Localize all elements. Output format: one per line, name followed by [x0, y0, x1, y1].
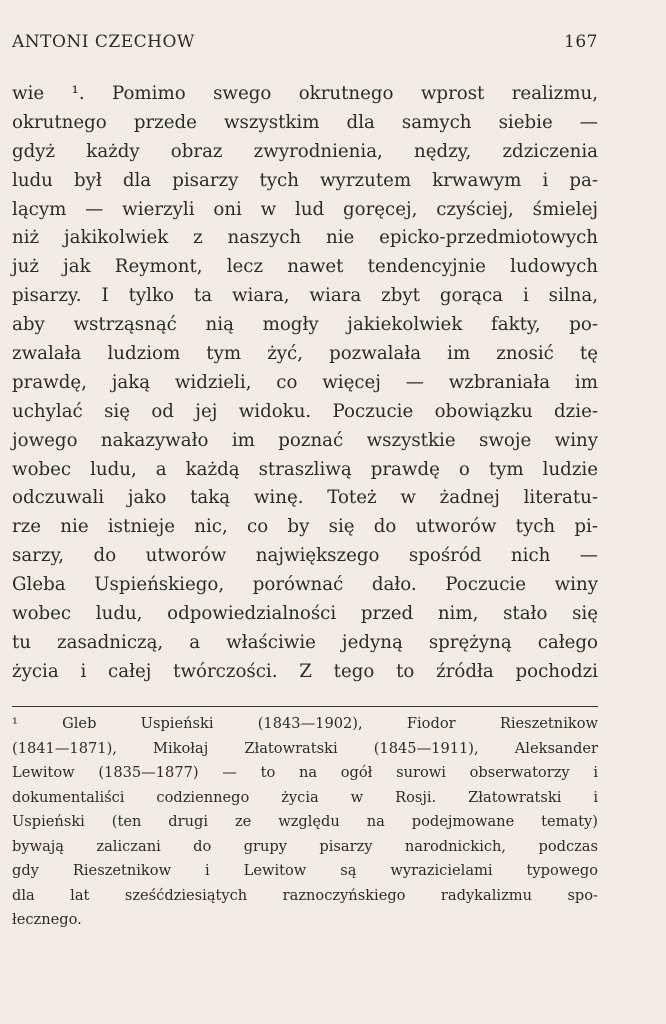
text-line: wobec ludu, odpowiedzialności przed nim, stało się [12, 603, 598, 625]
text-line: lącym — wierzyli oni w lud goręcej, czyściej, śmielej [12, 198, 598, 220]
running-head-author: ANTONI CZECHOW [12, 32, 195, 52]
text-line: gdyż każdy obraz zwyrodnienia, nędzy, zdziczenia [12, 140, 598, 162]
text-line: wie ¹. Pomimo swego okrutnego wprost realizmu, [12, 83, 598, 104]
text-line: tu zasadniczą, a właściwie jedyną sprężyną całego [12, 631, 598, 653]
footnote-line: łecznego. [12, 911, 82, 928]
text-line: rze nie istnieje nic, co by się do utworów tych pi- [12, 516, 598, 538]
text-line: prawdę, jaką widzieli, co więcej — wzbraniała im [12, 371, 598, 393]
main-text [12, 80, 598, 687]
text-line: zwalała ludziom tym żyć, pozwalała im znosić tę [12, 343, 598, 365]
footnote-line: dla lat sześćdziesiątych raznoczyńskiego radykalizmu spo- [12, 886, 598, 904]
text-line: okrutnego przede wszystkim dla samych siebie — [12, 111, 598, 133]
footnote-line: ¹ Gleb Uspieński (1843—1902), Fiodor Rieszetnikow [12, 715, 598, 732]
text-line: życia i całej twórczości. Z tego to źródła pochodzi [12, 660, 598, 682]
text-line: ludu był dla pisarzy tych wyrzutem krwawym i pa- [12, 169, 598, 191]
footnote-line: dokumentaliści codziennego życia w Rosji. Złatowratski i [12, 788, 598, 806]
text-line: już jak Reymont, lecz nawet tendencyjnie ludowych [12, 256, 598, 278]
footnote-line: Lewitow (1835—1877) — to na ogół surowi obserwatorzy i [12, 764, 598, 781]
text-line: pisarzy. I tylko ta wiara, wiara zbyt gorąca i silna, [12, 285, 598, 307]
footnote-line: bywają zaliczani do grupy pisarzy narodnickich, podczas [12, 837, 598, 855]
text-line: niż jakikolwiek z naszych nie epicko-przedmiotowych [12, 227, 598, 249]
text-line: Gleba Uspieńskiego, porównać dało. Poczucie winy [12, 574, 598, 596]
page-number: 167 [564, 32, 598, 52]
text-line: wobec ludu, a każdą straszliwą prawdę o tym ludzie [12, 458, 598, 480]
text-line: jowego nakazywało im poznać wszystkie swoje winy [12, 429, 598, 451]
text-line: uchylać się od jej widoku. Poczucie obowiązku dzie- [12, 400, 598, 422]
footnote-line: Uspieński (ten drugi ze względu na podejmowane tematy) [12, 813, 598, 830]
text-line: aby wstrząsnąć nią mogły jakiekolwiek fakty, po- [12, 314, 598, 336]
footnotes [12, 712, 598, 933]
footnote-line: gdy Rieszetnikow i Lewitow są wyrazicielami typowego [12, 862, 598, 879]
footnote-line: (1841—1871), Mikołaj Złatowratski (1845—1911), Aleksander [12, 739, 598, 757]
text-line: odczuwali jako taką winę. Toteż w żadnej literatu- [12, 487, 598, 509]
footnote-separator [12, 706, 598, 707]
text-line: sarzy, do utworów największego spośród nich — [12, 545, 598, 567]
